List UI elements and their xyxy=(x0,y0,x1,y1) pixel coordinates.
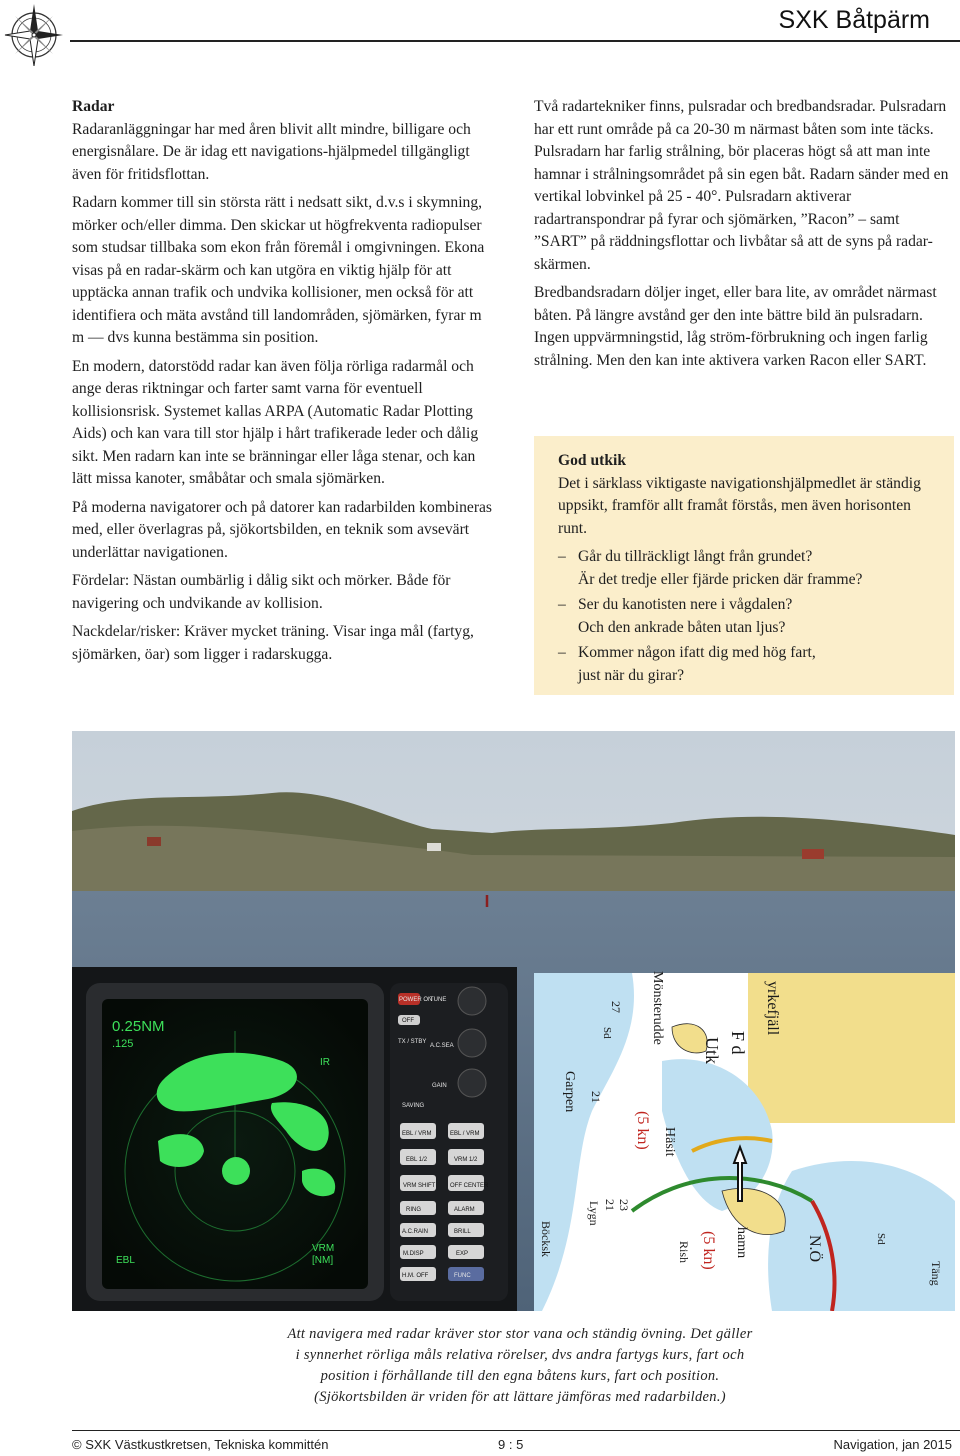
radar-vrm-readout: VRM xyxy=(312,1243,335,1254)
radar-unit-photo xyxy=(72,967,517,1311)
vrm-half-label: VRM 1/2 xyxy=(454,1157,478,1163)
chart-label: N.Ö xyxy=(806,1235,823,1263)
ebl-vrm-left-label: EBL / VRM xyxy=(402,1131,432,1137)
chart-label: hamn xyxy=(734,1227,749,1259)
radar-vrm-unit: [NM] xyxy=(312,1255,334,1266)
paragraph: Bredbandsradarn döljer inget, eller bara lite, av området närmast båten. På längre avstånd ger den inte bättre bild än pulsradarn. Ingen uppvärmningstid, låg ström-förbrukning och ingen farlig strålning. Men den kan inte aktivera varken Racon eller SART. xyxy=(534,284,937,369)
left-column xyxy=(72,96,492,672)
ac-rain-label: A.C.RAIN xyxy=(402,1229,429,1235)
list-item: – Ser du kanotisten nere i vågdalen? Och den ankrade båten utan ljus? xyxy=(558,594,938,639)
brill-label: BRILL xyxy=(454,1229,471,1235)
paragraph: Fördelar: Nästan oumbärlig i dålig sikt och mörker. Både för navigering och undvikande av kollision. xyxy=(72,572,451,612)
list-item-line: Är det tredje eller fjärde pricken där framme? xyxy=(578,570,863,588)
chart-label: yrkefjäll xyxy=(764,981,781,1036)
chart-label: 27 xyxy=(609,1001,623,1013)
list-item-line: Och den ankrade båten utan ljus? xyxy=(578,618,786,636)
chart-label: Mönsterudde xyxy=(650,971,665,1045)
chart-label: 23 xyxy=(617,1199,631,1211)
radar-range-readout: 0.25NM xyxy=(112,1018,165,1035)
paragraph: Två radartekniker finns, pulsradar och bredbandsradar. Pulsradarn har ett runt område på ca 20-30 m närmast båten som inte täcks. Pulsradarn har farlig strålning, bör placeras högt så att man inte hamnar i strålningsområdet på sin egen båt. Radarn sänder med en vertikal lobvinkel på 25 - 40°. Pulsradarn aktiverar radartranspondrar på fyrar och sjömärken, ”Racon” – samt ”SART” på räddningsflottar och livbåtar så att de syns på radar-skärmen. xyxy=(534,98,949,273)
paragraph: Radarn kommer till sin största rätt i nedsatt sikt, d.v.s i skymning, mörker och/eller dimma. Den skickar ut högfrekventa radiopulser som studsar tillbaka som ekon från föremål i omgivningen. Ekona visas på en radar-skärm och kan utgöra en viktig hjälp för att upptäcka annan trafik och undvika kollisioner, men också för att identifiera och mäta avstånd till landområden, sjömärken, fyrar m m — dvs kunna bestämma sin position. xyxy=(72,194,485,346)
list-item-line: Går du tillräckligt långt från grundet? xyxy=(578,548,813,565)
gain-label: GAIN xyxy=(432,1083,447,1089)
alarm-label: ALARM xyxy=(454,1207,475,1213)
chart-label: Sd xyxy=(875,1233,887,1245)
saving-label: SAVING xyxy=(402,1103,425,1109)
ebl-half-label: EBL 1/2 xyxy=(406,1157,428,1163)
tip-intro: Det i särklass viktigaste navigationshjälpmedlet är ständig uppsikt, framför allt framåt förstås, men även horisonten runt. xyxy=(558,474,921,537)
list-item-line: just när du girar? xyxy=(578,666,685,684)
chart-label: Häsit xyxy=(662,1127,677,1157)
footer-divider xyxy=(72,1430,960,1431)
radar-ebl-readout: EBL xyxy=(116,1255,135,1266)
footer-edition: Navigation, jan 2015 xyxy=(833,1437,952,1452)
list-item-line: Ser du kanotisten nere i vågdalen? xyxy=(578,596,793,613)
tip-list xyxy=(558,546,938,687)
paragraph: Radaranläggningar har med åren blivit allt mindre, billigare och energisnålare. De är idag ett navigations-hjälpmedel tillgängligt även för fritidsflottan. xyxy=(72,120,471,183)
tip-title: God utkik xyxy=(558,452,627,469)
chart-label: Lygn xyxy=(587,1201,601,1226)
tip-box xyxy=(534,436,954,695)
caption-line: Att navigera med radar kräver stor stor vana och ständig övning. Det gäller xyxy=(287,1326,753,1342)
chart-label: 21 xyxy=(603,1199,617,1211)
paragraph: En modern, datorstödd radar kan även följa rörliga radarmål och ange deras riktningar och farter samt varna för eventuell kollisionsrisk. Systemet kallas ARPA (Automatic Radar Plotting Aids) och kan vara till stor hjälp i hårt trafikerade leder och dålig sikt. Men radarn kan inte se bränningar eller låga stenar, och kan lätt missa kanoter, småbåtar och smala sjömärken. xyxy=(72,357,479,487)
off-center-label: OFF CENTER xyxy=(450,1183,489,1189)
hm-off-label: H.M. OFF xyxy=(402,1273,429,1279)
ac-sea-label: A.C.SEA xyxy=(430,1043,454,1049)
chart-label: (5 kn) xyxy=(634,1111,651,1150)
vrm-shift-label: VRM SHIFT xyxy=(403,1183,436,1189)
list-item-line: Kommer någon ifatt dig med hög fart, xyxy=(578,644,816,661)
radar-subrange-readout: .125 xyxy=(112,1038,134,1050)
m-disp-label: M.DISP xyxy=(403,1251,424,1257)
chart-label: Täng xyxy=(929,1261,943,1286)
compass-rose-logo xyxy=(4,2,64,66)
document-title: SXK Båtpärm xyxy=(778,6,930,34)
ebl-vrm-right-label: EBL / VRM xyxy=(450,1131,480,1137)
caption-line: i synnerhet rörliga måls relativa rörelser, dvs andra fartygs kurs, fart och xyxy=(295,1347,745,1363)
ring-label: RING xyxy=(406,1207,421,1213)
caption-line: (Sjökortsbilden är vriden för att lättare jämföras med radarbilden.) xyxy=(314,1389,726,1405)
section-heading: Radar xyxy=(72,98,115,115)
tune-label: TUNE xyxy=(430,997,447,1003)
footer-copyright: © SXK Västkustkretsen, Tekniska kommittén xyxy=(72,1437,329,1452)
paragraph: På moderna navigatorer och på datorer kan radarbilden kombineras med, eller överlagras på, sjökortsbilden, en teknik som avsevärt underlättar navigationen. xyxy=(72,498,492,561)
chart-label: 21 xyxy=(589,1091,603,1103)
photo-composite xyxy=(72,731,955,1311)
list-item: – Kommer någon ifatt dig med hög fart, just när du girar? xyxy=(558,642,938,687)
right-column xyxy=(534,96,949,378)
chart-label: F d xyxy=(728,1031,748,1055)
chart-label: Rish xyxy=(677,1241,691,1264)
chart-label: Sd xyxy=(601,1027,613,1039)
figure-caption xyxy=(240,1324,800,1408)
radar-mode-readout: IR xyxy=(320,1057,330,1068)
list-item: – Går du tillräckligt långt från grundet? Är det tredje eller fjärde pricken där framme? xyxy=(558,546,938,591)
off-label: OFF xyxy=(402,1018,414,1024)
nautical-chart-inset xyxy=(534,971,955,1311)
header-divider xyxy=(70,40,960,42)
tx-stby-label: TX / STBY xyxy=(398,1039,427,1045)
caption-line: position i förhållande till den egna båtens kurs, fart och position. xyxy=(320,1368,720,1384)
exp-label: EXP xyxy=(456,1251,469,1257)
chart-label: Garpen xyxy=(562,1071,577,1113)
page-number: 9 : 5 xyxy=(498,1437,524,1452)
chart-label: Utk xyxy=(702,1037,722,1064)
chart-label: (5 kn) xyxy=(700,1231,717,1270)
paragraph: Nackdelar/risker: Kräver mycket träning. Visar inga mål (fartyg, sjömärken, öar) som ligger i radarskugga. xyxy=(72,623,474,663)
func-label: FUNC xyxy=(454,1273,471,1279)
power-on-label: POWER ON xyxy=(399,997,433,1003)
chart-label: Böcksk xyxy=(539,1221,553,1257)
